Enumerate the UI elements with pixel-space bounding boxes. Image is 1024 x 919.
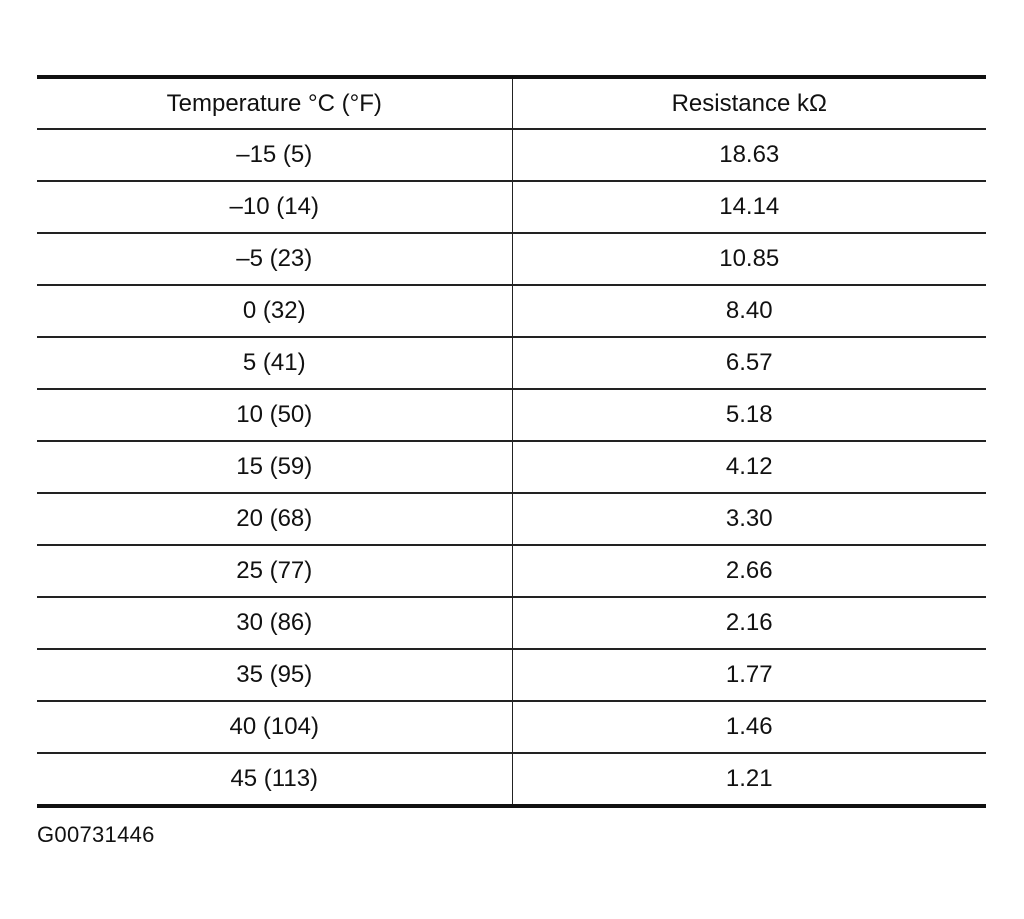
temperature-cell: 45 (113) bbox=[37, 753, 512, 806]
table-row bbox=[37, 389, 986, 441]
resistance-cell: 4.12 bbox=[512, 441, 986, 493]
temperature-cell: 20 (68) bbox=[37, 493, 512, 545]
table-body bbox=[37, 129, 986, 806]
table-row bbox=[37, 701, 986, 753]
resistance-cell: 6.57 bbox=[512, 337, 986, 389]
temperature-cell: 35 (95) bbox=[37, 649, 512, 701]
resistance-cell: 18.63 bbox=[512, 129, 986, 181]
temperature-resistance-table bbox=[37, 75, 986, 808]
table-header-row bbox=[37, 77, 986, 129]
resistance-cell: 3.30 bbox=[512, 493, 986, 545]
resistance-cell: 5.18 bbox=[512, 389, 986, 441]
table-row bbox=[37, 285, 986, 337]
temperature-cell: 15 (59) bbox=[37, 441, 512, 493]
table-row bbox=[37, 337, 986, 389]
resistance-cell: 1.46 bbox=[512, 701, 986, 753]
table-row bbox=[37, 129, 986, 181]
table-row bbox=[37, 493, 986, 545]
table-row bbox=[37, 441, 986, 493]
temperature-cell: 40 (104) bbox=[37, 701, 512, 753]
table-row bbox=[37, 233, 986, 285]
temperature-cell: 5 (41) bbox=[37, 337, 512, 389]
resistance-cell: 8.40 bbox=[512, 285, 986, 337]
resistance-cell: 1.21 bbox=[725, 765, 773, 792]
temperature-cell: 25 (77) bbox=[37, 545, 512, 597]
figure-id-label: G00731446 bbox=[37, 822, 155, 847]
temperature-cell: –15 (5) bbox=[37, 129, 512, 181]
resistance-cell: 2.16 bbox=[512, 597, 986, 649]
table-row bbox=[37, 181, 986, 233]
temperature-cell: 30 (86) bbox=[37, 597, 512, 649]
resistance-cell: 10.85 bbox=[512, 233, 986, 285]
header-temperature: Temperature °C (°F) bbox=[37, 77, 512, 129]
table-row bbox=[37, 753, 986, 806]
temperature-cell: –5 (23) bbox=[37, 233, 512, 285]
header-resistance: Resistance kΩ bbox=[512, 77, 986, 129]
resistance-cell: 14.14 bbox=[512, 181, 986, 233]
temperature-cell: –10 (14) bbox=[37, 181, 512, 233]
table-row bbox=[37, 649, 986, 701]
temperature-cell: 10 (50) bbox=[37, 389, 512, 441]
resistance-cell: 1.77 bbox=[512, 649, 986, 701]
table-row bbox=[37, 545, 986, 597]
table-row bbox=[37, 597, 986, 649]
resistance-cell: 2.66 bbox=[512, 545, 986, 597]
temperature-cell: 0 (32) bbox=[37, 285, 512, 337]
